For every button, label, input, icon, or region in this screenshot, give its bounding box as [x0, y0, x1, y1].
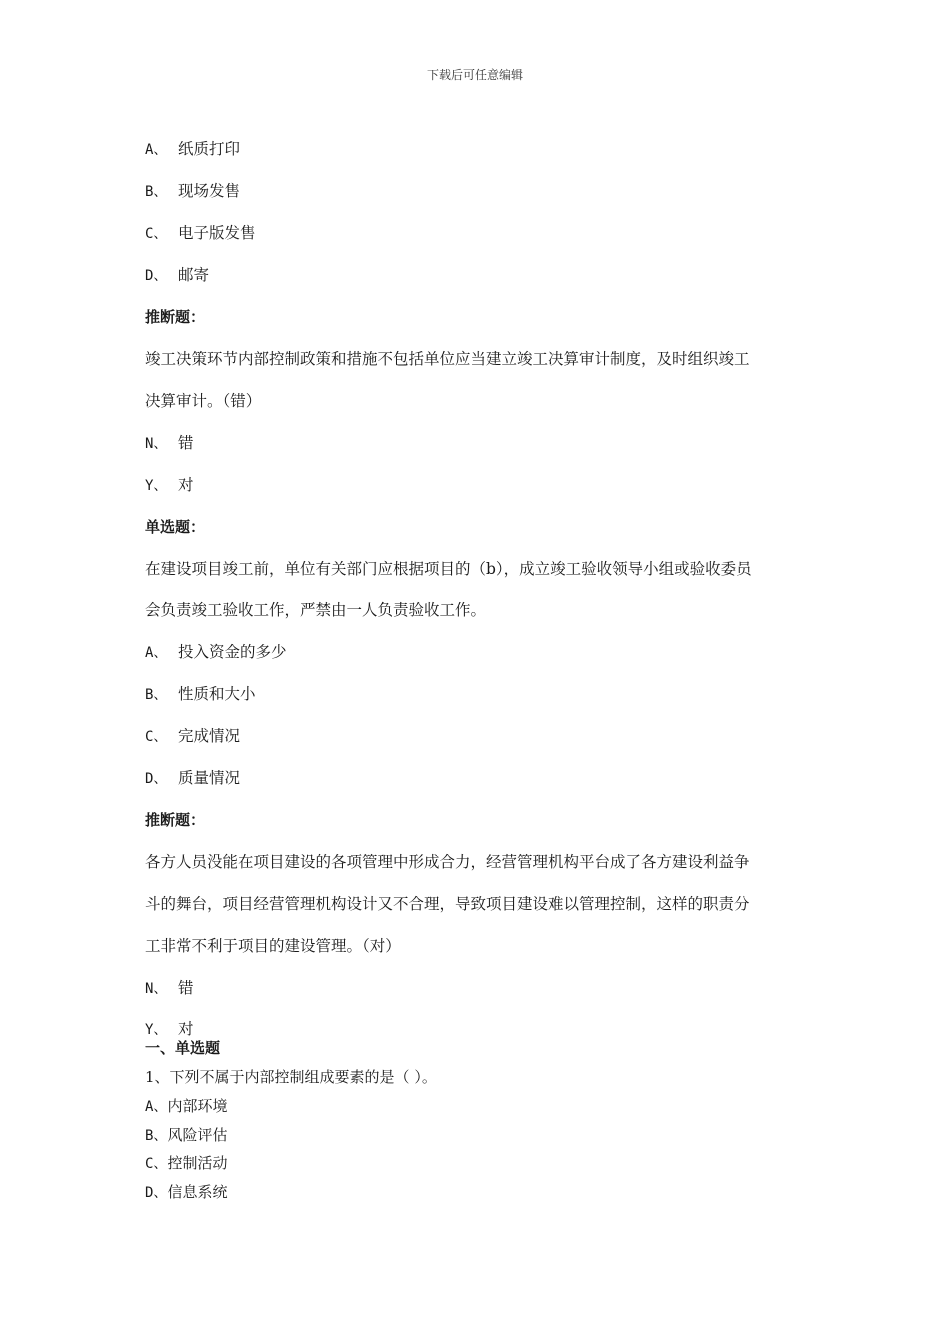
question-type-label: 推断题：	[145, 308, 206, 326]
option-c	[145, 1153, 227, 1174]
option-text: 内部环境	[167, 1097, 228, 1115]
option-y	[145, 1019, 194, 1040]
option-letter: A、	[145, 645, 168, 661]
question-text-line: 工非常不利于项目的建设管理。（对）	[145, 937, 401, 955]
option-letter: N、	[145, 981, 168, 997]
option-letter: C、	[145, 729, 168, 745]
option-text: 邮寄	[178, 266, 210, 284]
option-c	[145, 223, 256, 244]
option-letter: A、	[145, 142, 168, 158]
option-text: 性质和大小	[178, 685, 256, 703]
option-b	[145, 1125, 227, 1146]
option-text: 错	[178, 979, 194, 997]
option-text: 控制活动	[167, 1154, 228, 1172]
option-text: 现场发售	[178, 182, 241, 200]
option-letter: B、	[145, 687, 168, 703]
question-text-line: 斗的舞台，项目经营管理机构设计又不合理，导致项目建设难以管理控制，这样的职责分	[145, 895, 750, 913]
option-letter: B、	[145, 1128, 168, 1144]
option-a	[145, 642, 287, 663]
option-a	[145, 1096, 227, 1117]
option-letter: D、	[145, 1185, 168, 1201]
section-title: 一、单选题	[145, 1039, 221, 1057]
option-text: 质量情况	[178, 769, 241, 787]
question-text-line: 会负责竣工验收工作，严禁由一人负责验收工作。	[145, 601, 487, 619]
option-b	[145, 181, 240, 202]
option-text: 错	[178, 434, 194, 452]
page-header: 下载后可任意编辑	[426, 68, 523, 82]
option-letter: C、	[145, 226, 168, 242]
option-b	[145, 684, 256, 705]
option-a	[145, 139, 240, 160]
question-text-line: 各方人员没能在项目建设的各项管理中形成合力，经营管理机构平台成了各方建设利益争	[145, 853, 750, 871]
option-text: 电子版发售	[178, 224, 256, 242]
option-text: 风险评估	[167, 1126, 228, 1144]
question-text-line: 在建设项目竣工前，单位有关部门应根据项目的（b），成立竣工验收领导小组或验收委员	[145, 560, 752, 578]
option-letter: B、	[145, 184, 168, 200]
option-text: 对	[178, 1020, 194, 1038]
option-letter: N、	[145, 436, 168, 452]
question-type-label: 推断题：	[145, 811, 206, 829]
option-n	[145, 433, 194, 454]
option-n	[145, 978, 194, 999]
option-letter: C、	[145, 1156, 168, 1172]
option-c	[145, 726, 240, 747]
option-d	[145, 1182, 227, 1203]
option-d	[145, 265, 209, 286]
option-letter: A、	[145, 1099, 168, 1115]
option-y	[145, 475, 194, 496]
option-letter: D、	[145, 771, 168, 787]
question-type-label: 单选题：	[145, 518, 206, 536]
question-text-line: 竣工决策环节内部控制政策和措施不包括单位应当建立竣工决算审计制度，及时组织竣工	[145, 350, 750, 368]
option-text: 信息系统	[167, 1183, 228, 1201]
question-text-line: 决算审计。（错）	[145, 392, 262, 410]
option-letter: Y、	[145, 1022, 168, 1038]
option-letter: D、	[145, 268, 168, 284]
option-d	[145, 768, 240, 789]
option-text: 完成情况	[178, 727, 241, 745]
question-text-line: 1、下列不属于内部控制组成要素的是（ ）。	[145, 1068, 437, 1086]
option-text: 投入资金的多少	[178, 643, 287, 661]
option-letter: Y、	[145, 478, 168, 494]
option-text: 对	[178, 476, 194, 494]
option-text: 纸质打印	[178, 140, 241, 158]
